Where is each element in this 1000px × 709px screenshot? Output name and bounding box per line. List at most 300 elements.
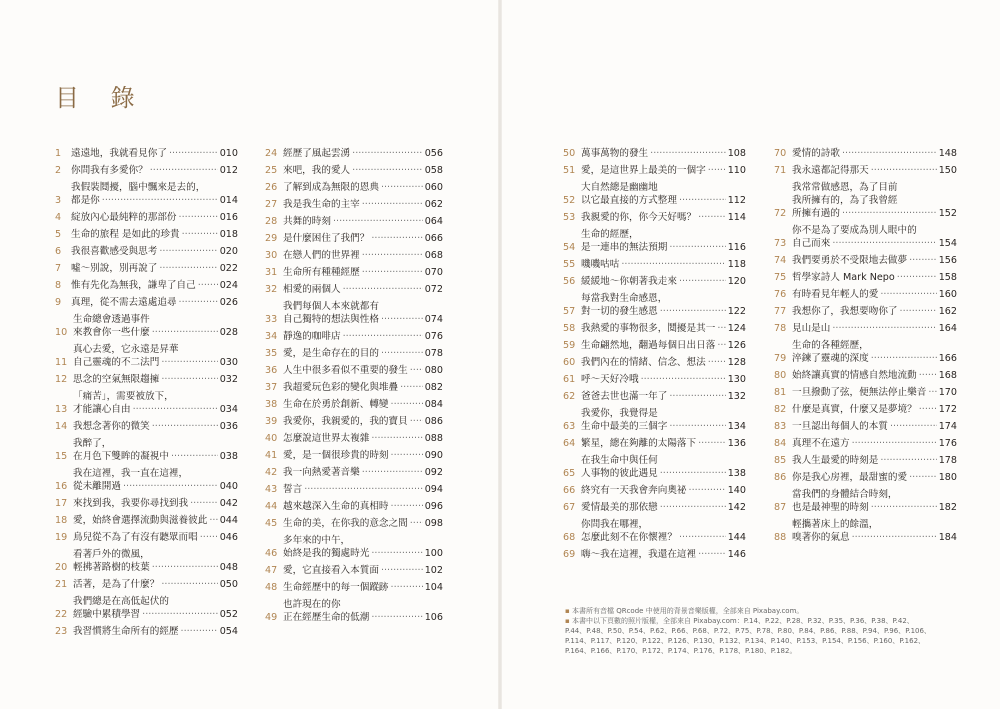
entry-title: 我醉了， 在月色下雙眸的凝視中 ····· bbox=[73, 437, 218, 463]
toc-entry[interactable] bbox=[55, 164, 238, 177]
toc-entry[interactable] bbox=[55, 313, 238, 339]
entry-title: 見山是山 ····· bbox=[792, 322, 937, 335]
entry-number: 34 bbox=[265, 331, 278, 342]
toc-entry[interactable] bbox=[563, 548, 746, 561]
toc-entry[interactable] bbox=[774, 288, 957, 301]
toc-entry[interactable] bbox=[265, 534, 443, 560]
entry-title: 「痛苦」，需要被放下， 才能讓心自由 ····· bbox=[73, 390, 218, 416]
entry-title: 看著戶外的微風， 輕拂著路樹的枝葉 ····· bbox=[73, 548, 218, 574]
entry-page-number: 038 bbox=[219, 451, 238, 462]
entry-number: 1 bbox=[55, 148, 62, 159]
toc-entry[interactable] bbox=[774, 305, 957, 318]
entry-page-number: 020 bbox=[219, 246, 238, 257]
toc-entry[interactable] bbox=[774, 420, 957, 433]
entry-number: 14 bbox=[55, 421, 68, 432]
entry-number: 73 bbox=[774, 238, 787, 249]
entry-number: 63 bbox=[563, 421, 576, 432]
entry-page-number: 182 bbox=[938, 502, 957, 513]
entry-page-number: 084 bbox=[424, 399, 443, 410]
toc-entry[interactable] bbox=[563, 339, 746, 352]
entry-title: 我熱愛的事物很多，鬩擾是其一 ····· bbox=[581, 322, 726, 335]
entry-title: 生命翩然地，翻過每個日出日落 ····· bbox=[581, 339, 726, 352]
entry-title: 我很喜歡感受與思考 ····· bbox=[71, 245, 218, 258]
entry-page-number: 022 bbox=[219, 263, 238, 274]
entry-number: 87 bbox=[774, 502, 787, 513]
entry-number: 21 bbox=[55, 579, 68, 590]
toc-entry[interactable] bbox=[265, 517, 443, 530]
entry-page-number: 136 bbox=[727, 438, 746, 449]
entry-number: 68 bbox=[563, 532, 576, 543]
entry-number: 88 bbox=[774, 532, 787, 543]
entry-title: 生命總會透過事件 來教會你一些什麼 ····· bbox=[73, 313, 218, 339]
toc-entry[interactable] bbox=[774, 369, 957, 382]
entry-page-number: 060 bbox=[424, 182, 443, 193]
entry-number: 30 bbox=[265, 250, 278, 261]
entry-title: 生命經歷中的每一個蹤跡 ····· bbox=[283, 581, 423, 594]
toc-entry[interactable] bbox=[563, 454, 746, 480]
entry-page-number: 062 bbox=[424, 199, 443, 210]
toc-entry[interactable] bbox=[55, 279, 238, 292]
entry-number: 36 bbox=[265, 365, 278, 376]
entry-page-number: 134 bbox=[727, 421, 746, 432]
entry-number: 23 bbox=[55, 626, 68, 637]
entry-title: 在我生命中與任何 人事物的彼此遇見 ····· bbox=[581, 454, 726, 480]
entry-number: 50 bbox=[563, 148, 576, 159]
toc-entry[interactable] bbox=[55, 531, 238, 544]
entry-number: 45 bbox=[265, 518, 278, 529]
entry-page-number: 048 bbox=[219, 562, 238, 573]
entry-number: 57 bbox=[563, 306, 576, 317]
toc-entry[interactable] bbox=[563, 258, 746, 271]
entry-page-number: 040 bbox=[219, 481, 238, 492]
toc-entry[interactable] bbox=[265, 147, 443, 160]
entry-title: 來找到我，我要你尋找到我 ····· bbox=[73, 497, 218, 510]
entry-page-number: 138 bbox=[727, 468, 746, 479]
toc-entry[interactable] bbox=[563, 373, 746, 386]
entry-number: 4 bbox=[55, 212, 62, 223]
entry-title: 我一向熱愛著音樂 ····· bbox=[283, 466, 423, 479]
entry-title: 我們每個人本來就都有 自己獨特的想法與性格 ····· bbox=[283, 300, 423, 326]
entry-page-number: 140 bbox=[727, 485, 746, 496]
entry-title: 經歷了風起雲湧 ····· bbox=[283, 147, 423, 160]
entry-number: 5 bbox=[55, 229, 62, 240]
entry-number: 11 bbox=[55, 357, 68, 368]
entry-title: 我超愛玩色彩的變化與堆疊 ····· bbox=[283, 381, 423, 394]
entry-page-number: 018 bbox=[219, 229, 238, 240]
entry-number: 64 bbox=[563, 438, 576, 449]
toc-entry[interactable] bbox=[55, 147, 238, 160]
toc-entry[interactable] bbox=[265, 398, 443, 411]
toc-entry[interactable] bbox=[774, 437, 957, 450]
entry-title: 靜逸的咖啡店 ····· bbox=[283, 330, 423, 343]
entry-number: 29 bbox=[265, 233, 278, 244]
entry-number: 56 bbox=[563, 276, 576, 287]
entry-title: 生命所有種種經歷 ····· bbox=[283, 266, 423, 279]
entry-page-number: 054 bbox=[219, 626, 238, 637]
entry-title: 來吧，我的愛人 ····· bbox=[283, 164, 423, 177]
entry-title: 多年來的中午， 始終是我的獨處時光 ····· bbox=[283, 534, 423, 560]
entry-title: 誓言 ····· bbox=[283, 483, 423, 496]
toc-entry[interactable] bbox=[774, 471, 957, 484]
toc-entry[interactable] bbox=[774, 403, 957, 416]
toc-entry[interactable] bbox=[265, 164, 443, 177]
entry-title: 生命的各種經歷， 淬鍊了靈魂的深度 ····· bbox=[792, 339, 937, 365]
toc-entry[interactable] bbox=[55, 497, 238, 510]
entry-title: 我習慣將生命所有的經歷 ····· bbox=[73, 625, 218, 638]
entry-title: 我假裝鬩擾，腦中飄來是去的， 都是你 ····· bbox=[71, 181, 218, 207]
toc-entry[interactable] bbox=[563, 211, 746, 224]
entry-page-number: 152 bbox=[938, 208, 957, 219]
toc-entry[interactable] bbox=[265, 564, 443, 577]
entry-number: 49 bbox=[265, 612, 278, 623]
entry-number: 32 bbox=[265, 284, 278, 295]
entry-title: 輕攜著床上的餘溫， 嗅著你的氣息 ····· bbox=[792, 518, 937, 544]
entry-number: 59 bbox=[563, 340, 576, 351]
entry-title: 生命的美，在你我的意念之間 ····· bbox=[283, 517, 423, 530]
entry-title: 愛情最美的那依戀 ····· bbox=[581, 501, 726, 514]
toc-entry[interactable] bbox=[774, 181, 957, 220]
entry-page-number: 010 bbox=[219, 148, 238, 159]
entry-page-number: 068 bbox=[424, 250, 443, 261]
toc-entry[interactable] bbox=[265, 266, 443, 279]
entry-page-number: 164 bbox=[938, 323, 957, 334]
entry-title: 遠遠地，我就看見你了 ····· bbox=[71, 147, 218, 160]
entry-title: 生命的旅程 是如此的珍貴 ····· bbox=[71, 228, 218, 241]
toc-entry[interactable] bbox=[563, 181, 746, 207]
entry-number: 2 bbox=[55, 165, 62, 176]
toc-entry[interactable] bbox=[55, 548, 238, 574]
entry-page-number: 070 bbox=[424, 267, 443, 278]
entry-number: 22 bbox=[55, 609, 68, 620]
toc-entry[interactable] bbox=[55, 373, 238, 386]
toc-entry[interactable] bbox=[55, 228, 238, 241]
entry-number: 46 bbox=[265, 548, 278, 559]
toc-entry[interactable] bbox=[265, 381, 443, 394]
toc-entry[interactable] bbox=[265, 483, 443, 496]
entry-title: 愛，始終會選擇流動與滋養彼此 ····· bbox=[73, 514, 218, 527]
entry-number: 62 bbox=[563, 391, 576, 402]
entry-number: 47 bbox=[265, 565, 278, 576]
entry-number: 25 bbox=[265, 165, 278, 176]
entry-page-number: 124 bbox=[727, 323, 746, 334]
toc-entry[interactable] bbox=[563, 356, 746, 369]
entry-title: 始終讓真實的情感自然地流動 ····· bbox=[792, 369, 937, 382]
toc-entry[interactable] bbox=[563, 501, 746, 514]
entry-title: 我人生最愛的時刻是 ····· bbox=[792, 454, 937, 467]
entry-number: 9 bbox=[55, 297, 62, 308]
toc-entry[interactable] bbox=[55, 514, 238, 527]
toc-entry[interactable] bbox=[55, 595, 238, 621]
toc-entry[interactable] bbox=[265, 215, 443, 228]
entry-title: 爸爸去世也滿一年了 ····· bbox=[581, 390, 726, 403]
toc-entry[interactable] bbox=[774, 518, 957, 544]
toc-entry[interactable] bbox=[563, 407, 746, 433]
entry-page-number: 116 bbox=[727, 242, 746, 253]
entry-page-number: 176 bbox=[938, 438, 957, 449]
entry-page-number: 144 bbox=[727, 532, 746, 543]
entry-title: 嘰嘰咕咕 ····· bbox=[581, 258, 726, 271]
entry-number: 39 bbox=[265, 416, 278, 427]
entry-page-number: 090 bbox=[424, 450, 443, 461]
entry-page-number: 150 bbox=[938, 165, 957, 176]
entry-title: 生命的經歷， 是一連串的無法預期 ····· bbox=[581, 228, 726, 254]
entry-title: 我想念著你的微笑 ····· bbox=[73, 420, 218, 433]
entry-page-number: 050 bbox=[219, 579, 238, 590]
entry-number: 65 bbox=[563, 468, 576, 479]
toc-entry[interactable] bbox=[563, 518, 746, 544]
toc-entry[interactable] bbox=[265, 330, 443, 343]
entry-number: 86 bbox=[774, 472, 787, 483]
entry-number: 78 bbox=[774, 323, 787, 334]
entry-page-number: 110 bbox=[727, 165, 746, 176]
toc-entry[interactable] bbox=[265, 181, 443, 194]
entry-title: 大自然總是幽幽地 以它最直接的方式整理 ····· bbox=[581, 181, 726, 207]
entry-title: 哲學家詩人 Mark Nepo ····· bbox=[792, 271, 937, 284]
entry-title: 思念的空氣無限趨擁 ····· bbox=[73, 373, 218, 386]
toc-entry[interactable] bbox=[563, 484, 746, 497]
toc-entry[interactable] bbox=[774, 164, 957, 177]
entry-title: 真理不在遠方 ····· bbox=[792, 437, 937, 450]
entry-number: 24 bbox=[265, 148, 278, 159]
toc-column-3 bbox=[563, 147, 746, 565]
entry-page-number: 016 bbox=[219, 212, 238, 223]
entry-page-number: 178 bbox=[938, 455, 957, 466]
entry-number: 71 bbox=[774, 165, 787, 176]
entry-number: 82 bbox=[774, 404, 787, 415]
entry-page-number: 146 bbox=[727, 549, 746, 560]
entry-title: 我親愛的你，你今天好嗎？ ····· bbox=[581, 211, 726, 224]
entry-number: 67 bbox=[563, 502, 576, 513]
entry-page-number: 126 bbox=[727, 340, 746, 351]
entry-title: 愛情的詩歌 ····· bbox=[792, 147, 937, 160]
entry-page-number: 180 bbox=[938, 472, 957, 483]
entry-page-number: 170 bbox=[938, 387, 957, 398]
toc-entry[interactable] bbox=[265, 432, 443, 445]
entry-title: 呼～天好冷哦 ····· bbox=[581, 373, 726, 386]
toc-entry[interactable] bbox=[55, 245, 238, 258]
entry-page-number: 030 bbox=[219, 357, 238, 368]
toc-entry[interactable] bbox=[265, 581, 443, 594]
toc-entry[interactable] bbox=[265, 300, 443, 326]
entry-page-number: 130 bbox=[727, 374, 746, 385]
entry-number: 61 bbox=[563, 374, 576, 385]
entry-page-number: 012 bbox=[219, 165, 238, 176]
toc-entry[interactable] bbox=[55, 437, 238, 463]
entry-title: 我們總是在高低起伏的 經驗中累積學習 ····· bbox=[73, 595, 218, 621]
entry-number: 75 bbox=[774, 272, 787, 283]
entry-title: 有時看見年輕人的愛 ····· bbox=[792, 288, 937, 301]
entry-title: 你問我在哪裡， 怎麼此刻不在你懷裡？ ····· bbox=[581, 518, 726, 544]
toc-entry[interactable] bbox=[265, 347, 443, 360]
entry-page-number: 118 bbox=[727, 259, 746, 270]
entry-title: 相愛的兩個人 ····· bbox=[283, 283, 423, 296]
entry-number: 48 bbox=[265, 582, 278, 593]
entry-page-number: 028 bbox=[219, 327, 238, 338]
entry-title: 萬事萬物的發生 ····· bbox=[581, 147, 726, 160]
entry-number: 66 bbox=[563, 485, 576, 496]
toc-entry[interactable] bbox=[265, 198, 443, 211]
entry-page-number: 128 bbox=[727, 357, 746, 368]
entry-title: 是什麼困住了我們？ ····· bbox=[283, 232, 423, 245]
entry-page-number: 080 bbox=[424, 365, 443, 376]
entry-title: 當我們的身體結合時刻， 也是最神聖的時刻 ····· bbox=[792, 488, 937, 514]
toc-entry[interactable] bbox=[55, 625, 238, 638]
entry-number: 13 bbox=[55, 404, 68, 415]
toc-entry[interactable] bbox=[55, 390, 238, 416]
entry-number: 7 bbox=[55, 263, 62, 274]
entry-number: 85 bbox=[774, 455, 787, 466]
entry-page-number: 168 bbox=[938, 370, 957, 381]
entry-number: 69 bbox=[563, 549, 576, 560]
entry-number: 31 bbox=[265, 267, 278, 278]
entry-page-number: 104 bbox=[424, 582, 443, 593]
entry-title: 怎麼說這世界太複雜 ····· bbox=[283, 432, 423, 445]
entry-number: 60 bbox=[563, 357, 576, 368]
entry-page-number: 058 bbox=[424, 165, 443, 176]
toc-entry[interactable] bbox=[774, 271, 957, 284]
toc-entry[interactable] bbox=[265, 598, 443, 624]
entry-page-number: 066 bbox=[424, 233, 443, 244]
entry-title: 我想你了，我想要吻你了 ····· bbox=[792, 305, 937, 318]
entry-page-number: 156 bbox=[938, 255, 957, 266]
entry-page-number: 078 bbox=[424, 348, 443, 359]
toc-entry[interactable] bbox=[563, 390, 746, 403]
entry-title: 我們要勇於不受限地去做夢 ····· bbox=[792, 254, 937, 267]
toc-entry[interactable] bbox=[563, 292, 746, 318]
entry-title: 真心去愛，它永遠是昇華 自己靈魂的不二法門 ····· bbox=[73, 343, 218, 369]
entry-number: 79 bbox=[774, 353, 787, 364]
toc-entry[interactable] bbox=[563, 322, 746, 335]
toc-entry[interactable] bbox=[774, 454, 957, 467]
entry-title: 活著，是為了什麼？ ····· bbox=[73, 578, 218, 591]
entry-title: 嗨～我在這裡，我還在這裡 ····· bbox=[581, 548, 726, 561]
toc-entry[interactable] bbox=[265, 415, 443, 428]
entry-number: 72 bbox=[774, 208, 787, 219]
entry-number: 16 bbox=[55, 481, 68, 492]
entry-page-number: 122 bbox=[727, 306, 746, 317]
entry-title: 越來越深入生命的真相時 ····· bbox=[283, 500, 423, 513]
entry-number: 33 bbox=[265, 314, 278, 325]
entry-page-number: 162 bbox=[938, 306, 957, 317]
toc-entry[interactable] bbox=[265, 283, 443, 296]
toc-entry[interactable] bbox=[774, 488, 957, 514]
toc-entry[interactable] bbox=[563, 275, 746, 288]
entry-page-number: 056 bbox=[424, 148, 443, 159]
entry-page-number: 082 bbox=[424, 382, 443, 393]
toc-entry[interactable] bbox=[265, 449, 443, 462]
toc-entry[interactable] bbox=[563, 147, 746, 160]
entry-page-number: 102 bbox=[424, 565, 443, 576]
toc-entry[interactable] bbox=[265, 232, 443, 245]
entry-page-number: 044 bbox=[219, 515, 238, 526]
entry-number: 51 bbox=[563, 165, 576, 176]
toc-entry[interactable] bbox=[563, 228, 746, 254]
entry-page-number: 114 bbox=[727, 212, 746, 223]
entry-title: 愛，是這世界上最美的一個字 ····· bbox=[581, 164, 726, 177]
entry-page-number: 088 bbox=[424, 433, 443, 444]
entry-page-number: 092 bbox=[424, 467, 443, 478]
toc-column-2 bbox=[265, 147, 443, 628]
toc-entry[interactable] bbox=[265, 500, 443, 513]
toc-entry[interactable] bbox=[265, 249, 443, 262]
entry-number: 84 bbox=[774, 438, 787, 449]
entry-title: 你問我有多愛你？ ····· bbox=[71, 164, 218, 177]
entry-number: 20 bbox=[55, 562, 68, 573]
toc-entry[interactable] bbox=[55, 467, 238, 493]
entry-number: 53 bbox=[563, 212, 576, 223]
entry-page-number: 032 bbox=[219, 374, 238, 385]
entry-page-number: 142 bbox=[727, 502, 746, 513]
toc-entry[interactable] bbox=[774, 322, 957, 335]
entry-page-number: 064 bbox=[424, 216, 443, 227]
toc-entry[interactable] bbox=[55, 211, 238, 224]
toc-entry[interactable] bbox=[774, 339, 957, 365]
entry-title: 共舞的時刻 ····· bbox=[283, 215, 423, 228]
entry-number: 28 bbox=[265, 216, 278, 227]
toc-entry[interactable] bbox=[265, 364, 443, 377]
entry-number: 80 bbox=[774, 370, 787, 381]
entry-number: 58 bbox=[563, 323, 576, 334]
entry-number: 26 bbox=[265, 182, 278, 193]
entry-page-number: 108 bbox=[727, 148, 746, 159]
toc-entry[interactable] bbox=[55, 296, 238, 309]
entry-number: 74 bbox=[774, 255, 787, 266]
toc-entry[interactable] bbox=[774, 386, 957, 399]
entry-title: 人生中很多看似不重要的發生 ····· bbox=[283, 364, 423, 377]
toc-entry[interactable] bbox=[774, 224, 957, 250]
entry-number: 42 bbox=[265, 467, 278, 478]
note-line: ▪ 本書中以下頁數的照片版權，全部來自 Pixabay.com：P.14、P.22、P.28、P.32、P.35、P.36、P.38、P.42、P.44、P.48、P.50、P.54、P.62、P.66、P.68、P.72、P.75、P.78、P.80、P.84、P.86、P.88、P.94、P.96、P.106、P.114、P.117、P.120、P.122、P.126、P.130、P.132、P.134、P.140、P.153、P.154、P.156、P.160、P.162、P.164、P.166、P.170、P.172、P.174、P.176、P.178、P.180、P.182。 bbox=[565, 617, 931, 655]
toc-entry[interactable] bbox=[55, 343, 238, 369]
entry-page-number: 106 bbox=[424, 612, 443, 623]
entry-number: 40 bbox=[265, 433, 278, 444]
entry-number: 41 bbox=[265, 450, 278, 461]
entry-page-number: 166 bbox=[938, 353, 957, 364]
entry-title: 噓～別說，別再說了 ····· bbox=[71, 262, 218, 275]
toc-entry[interactable] bbox=[265, 466, 443, 479]
entry-page-number: 052 bbox=[219, 609, 238, 620]
entry-title: 鳥兒從不為了有沒有聽眾而唱 ····· bbox=[73, 531, 218, 544]
entry-title: 緩緩地～你朝著我走來 ····· bbox=[581, 275, 726, 288]
entry-number: 55 bbox=[563, 259, 576, 270]
entry-title: 惟有先化為無我，謙卑了自己 ····· bbox=[71, 279, 218, 292]
entry-page-number: 072 bbox=[424, 284, 443, 295]
entry-title: 終究有一天我會奔向奧祕 ····· bbox=[581, 484, 726, 497]
toc-entry[interactable] bbox=[563, 164, 746, 177]
book-spine bbox=[498, 0, 502, 709]
entry-number: 70 bbox=[774, 148, 787, 159]
toc-entry[interactable] bbox=[774, 147, 957, 160]
entry-page-number: 094 bbox=[424, 484, 443, 495]
toc-entry[interactable] bbox=[55, 181, 238, 207]
entry-title: 我常常做感恩，為了目前 我所擁有的，為了我曾經 所擁有過的 ····· bbox=[792, 181, 937, 220]
toc-entry[interactable] bbox=[55, 420, 238, 433]
entry-number: 83 bbox=[774, 421, 787, 432]
entry-page-number: 184 bbox=[938, 532, 957, 543]
toc-entry[interactable] bbox=[563, 437, 746, 450]
copyright-notes bbox=[565, 606, 935, 656]
entry-number: 17 bbox=[55, 498, 68, 509]
toc-entry[interactable] bbox=[55, 262, 238, 275]
toc-column-4 bbox=[774, 147, 957, 548]
toc-entry[interactable] bbox=[774, 254, 957, 267]
toc-entry[interactable] bbox=[55, 578, 238, 591]
page-title: 目 錄 bbox=[55, 84, 147, 112]
entry-title: 繁星，總在夠離的太陽落下 ····· bbox=[581, 437, 726, 450]
entry-title: 你是我心房裡，最甜蜜的愛 ····· bbox=[792, 471, 937, 484]
entry-number: 44 bbox=[265, 501, 278, 512]
entry-title: 一旦撥動了弦，便無法停止樂音 ····· bbox=[792, 386, 937, 399]
